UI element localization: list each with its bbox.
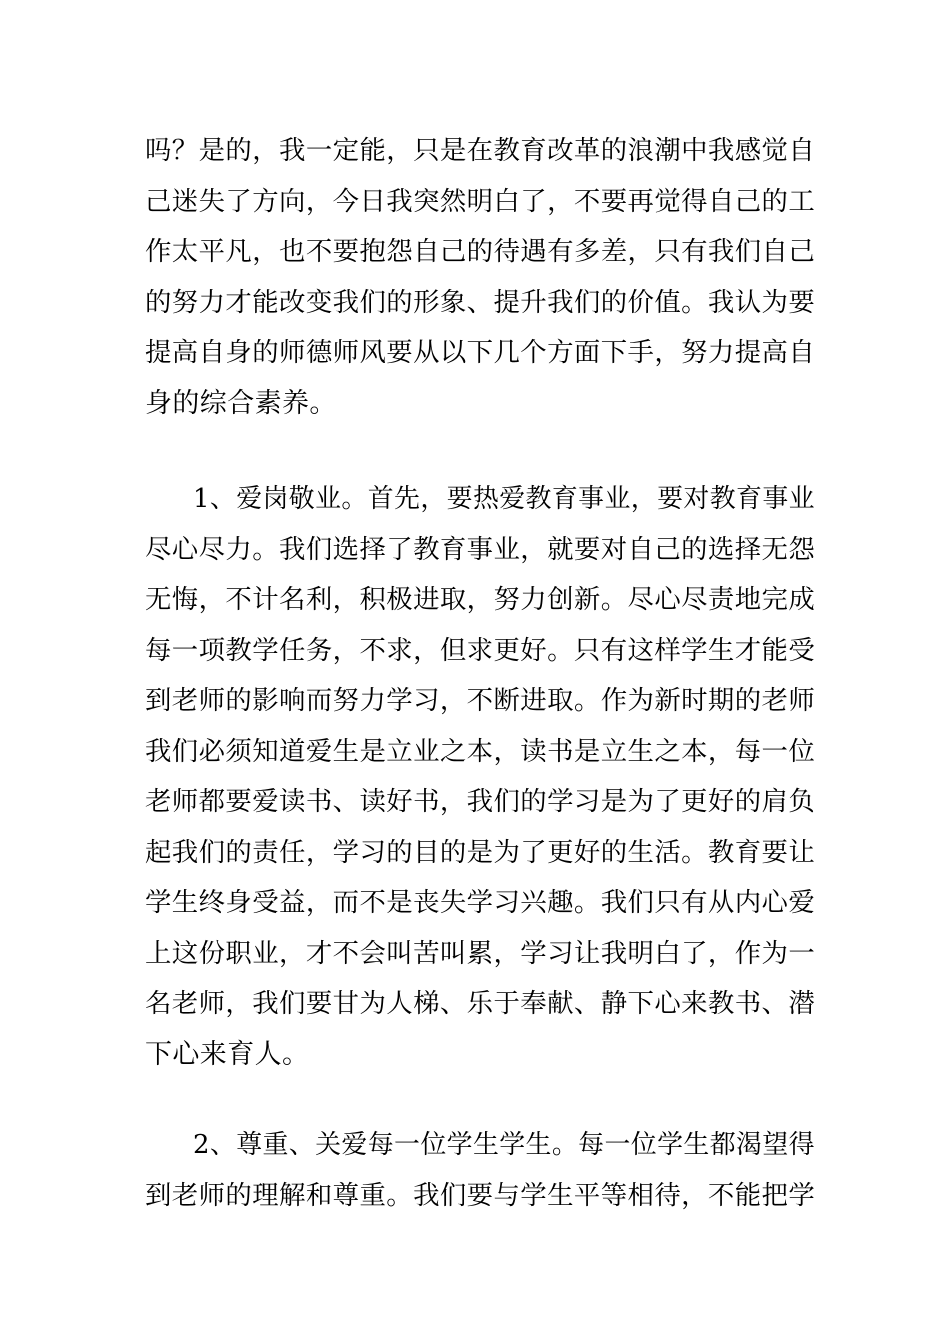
text-line: 提高自身的师德师风要从以下几个方面下手，努力提高自 [145, 337, 816, 368]
text-line: 到老师的理解和尊重。我们要与学生平等相待，不能把学 [145, 1179, 816, 1211]
text-line: 每一项教学任务，不求，但求更好。只有这样学生才能受 [145, 634, 816, 666]
text-line: 起我们的责任，学习的目的是为了更好的生活。教育要让 [145, 836, 816, 868]
paragraph-3 [145, 1120, 815, 1221]
text-line: 我们必须知道爱生是立业之本，读书是立生之本，每一位 [145, 735, 816, 767]
text-line: 无悔，不计名利，积极进取，努力创新。尽心尽责地完成 [145, 584, 816, 615]
text-line: 下心来育人。 [145, 1038, 310, 1070]
text-line: 学生终身受益，而不是丧失学习兴趣。我们只有从内心爱 [145, 887, 816, 918]
text-line-first: 1、爱岗敬业。首先，要热爱教育事业，要对教育事业 [193, 484, 815, 514]
text-line: 到老师的影响而努力学习，不断进取。作为新时期的老师 [145, 685, 816, 716]
text-line: 的努力才能改变我们的形象、提升我们的价值。我认为要 [145, 286, 816, 318]
text-line: 尽心尽力。我们选择了教育事业，就要对自己的选择无怨 [145, 533, 816, 565]
paragraph-1 [145, 126, 815, 429]
text-line: 老师都要爱读书、读好书，我们的学习是为了更好的肩负 [145, 786, 816, 817]
text-line: 吗？是的，我一定能，只是在教育改革的浪潮中我感觉自 [145, 135, 816, 166]
text-line: 作太平凡，也不要抱怨自己的待遇有多差，只有我们自己 [145, 236, 816, 267]
text-line: 上这份职业，才不会叫苦叫累，学习让我明白了，作为一 [145, 937, 816, 969]
text-line: 名老师，我们要甘为人梯、乐于奉献、静下心来教书、潜 [145, 988, 816, 1019]
text-line-first: 2、尊重、关爱每一位学生学生。每一位学生都渴望得 [193, 1130, 815, 1160]
text-line: 身的综合素养。 [145, 387, 337, 419]
text-line: 己迷失了方向，今日我突然明白了，不要再觉得自己的工 [145, 185, 816, 217]
paragraph-2 [145, 474, 815, 1080]
